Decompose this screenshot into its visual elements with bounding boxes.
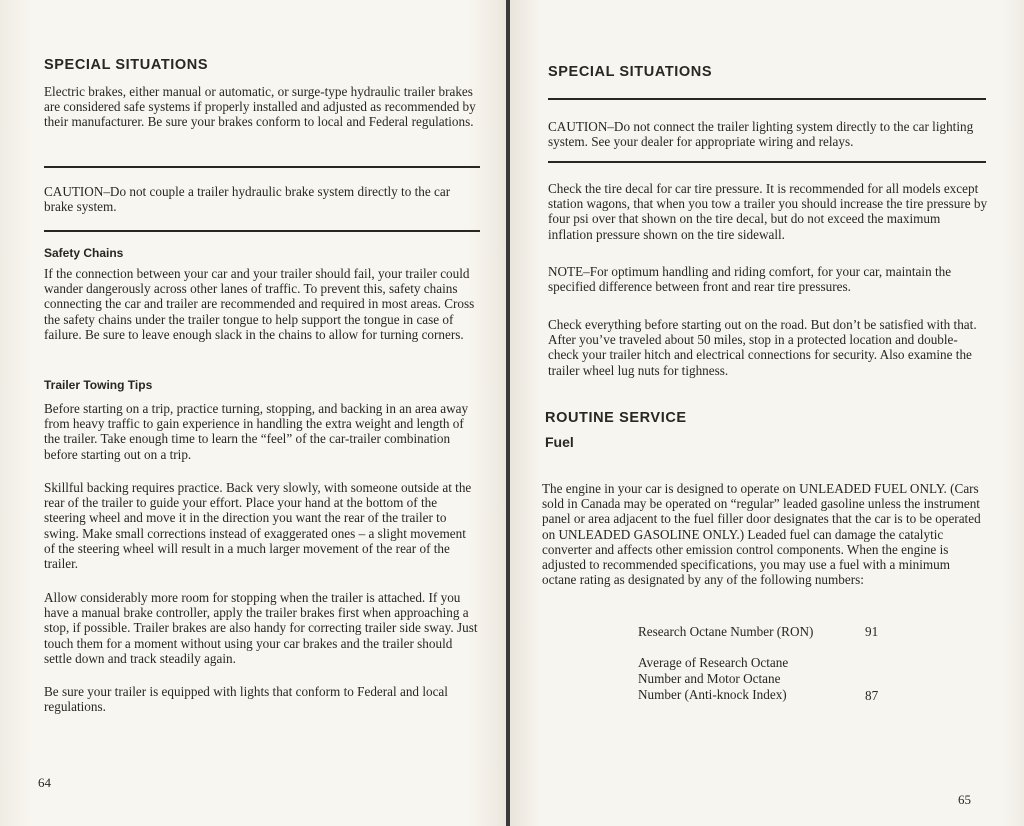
- brake-caution-text: CAUTION–Do not couple a trailer hydraulic brake system directly to the car brake system.: [44, 184, 451, 215]
- towing-tips-text-4: Be sure your trailer is equipped with lights that conform to Federal and local regulations.: [44, 684, 448, 715]
- towing-tips-text-2: Skillful backing requires practice. Back very slowly, with someone outside at the rear of the trailer to guide your effort. Place your hand at the bottom of the steering wheel and move it in the direction you want the rear of the trailer to swing. Make small corrections instead of exaggerated ones – a slight movement of the steering wheel will result in a much larger movement of the rear of the trailer.: [44, 480, 472, 572]
- fuel-text: The engine in your car is designed to operate on UNLEADED FUEL ONLY. (Cars sold in Canada may be operated on “regular” leaded gasoline unless the instrument panel or area adjacent to the fuel filler door designates that the car is to be operated on UNLEADED GASOLINE ONLY.) Leaded fuel can damage the catalytic converter and affects other emission control components. When the engine is adjusted to recommended specifications, you may use a fuel with a minimum octane rating as designated by any of the following numbers:: [542, 481, 981, 588]
- intro-text: Electric brakes, either manual or automatic, or surge-type hydraulic trailer brakes are considered safe systems if properly installed and adjusted as recommended by their manufacturer. Be sure your brakes conform to local and Federal regulations.: [44, 84, 476, 130]
- intro-paragraph: [44, 84, 480, 130]
- aki-label-line-1: Average of Research Octane: [638, 655, 789, 670]
- lighting-caution: [548, 119, 988, 149]
- tire-pressure-paragraph: [548, 181, 988, 242]
- lighting-caution-bottom-rule: [548, 161, 986, 163]
- towing-tips-paragraph-3: [44, 590, 480, 666]
- safety-chains-text: If the connection between your car and your trailer should fail, your trailer could wander dangerously across other lanes of traffic. To prevent this, safety chains connecting the car and trailer are recommended and required in most areas. Cross the safety chains under the trailer tongue to help support the tongue in case of failure. Be sure to leave enough slack in the chains to allow for turning corners.: [44, 266, 475, 342]
- right-page-heading: SPECIAL SITUATIONS: [548, 64, 713, 80]
- tire-note-text: NOTE–For optimum handling and riding comfort, for your car, maintain the specified difference between front and rear tire pressures.: [548, 264, 952, 295]
- check-everything-text: Check everything before starting out on the road. But don’t be satisfied with that. After you’ve traveled about 50 miles, stop in a protected location and double-check your trailer hitch and electrical connections for security. Also examine the trailer wheel lug nuts for tighness.: [548, 317, 977, 378]
- aki-label-line-3: Number (Anti-knock Index): [638, 687, 787, 702]
- left-page-number: 64: [38, 775, 51, 790]
- tire-note: [548, 264, 988, 294]
- tire-pressure-text: Check the tire decal for car tire pressure. It is recommended for all models except station wagons, that when you tow a trailer you should increase the tire pressure by four psi over that shown on the tire decal, but do not exceed the maximum inflation pressure shown on the tire sidewall.: [548, 181, 988, 242]
- aki-label-line-2: Number and Motor Octane: [638, 671, 781, 686]
- towing-tips-text-1: Before starting on a trip, practice turning, stopping, and backing in an area away from heavy traffic to gain experience in handling the extra weight and length of the trailer. Take enough time to learn the “feel” of the car-trailer combination before starting out on a trip.: [44, 401, 469, 462]
- caution-bottom-rule: [44, 230, 480, 232]
- ron-value: 91: [865, 624, 879, 639]
- safety-chains-heading: Safety Chains: [44, 246, 124, 260]
- caution-top-rule: [44, 166, 480, 168]
- right-page: [510, 0, 1024, 826]
- left-page-heading: SPECIAL SITUATIONS: [44, 57, 209, 73]
- safety-chains-paragraph: [44, 266, 480, 342]
- ron-label: Research Octane Number (RON): [638, 624, 814, 639]
- fuel-heading: Fuel: [545, 434, 574, 450]
- brake-caution: [44, 184, 480, 214]
- routine-service-heading: ROUTINE SERVICE: [545, 410, 687, 426]
- left-page: [0, 0, 508, 826]
- aki-value: 87: [865, 688, 879, 703]
- right-page-number: 65: [958, 792, 971, 807]
- check-everything-paragraph: [548, 317, 988, 378]
- lighting-caution-text: CAUTION–Do not connect the trailer lighting system directly to the car lighting system. See your dealer for appropriate wiring and relays.: [548, 119, 974, 150]
- towing-tips-heading: Trailer Towing Tips: [44, 378, 153, 392]
- towing-tips-paragraph-2: [44, 480, 480, 571]
- towing-tips-text-3: Allow considerably more room for stopping when the trailer is attached. If you have a manual brake controller, apply the trailer brakes first when approaching a stop, if possible. Trailer brakes are also handy for correcting trailer side sway. Just touch them for a moment without using your car brakes and the trailer should settle down and track steadily again.: [44, 590, 478, 666]
- lighting-caution-top-rule: [548, 98, 986, 100]
- towing-tips-paragraph-1: [44, 401, 480, 462]
- fuel-paragraph: [542, 481, 986, 587]
- towing-tips-paragraph-4: [44, 684, 480, 714]
